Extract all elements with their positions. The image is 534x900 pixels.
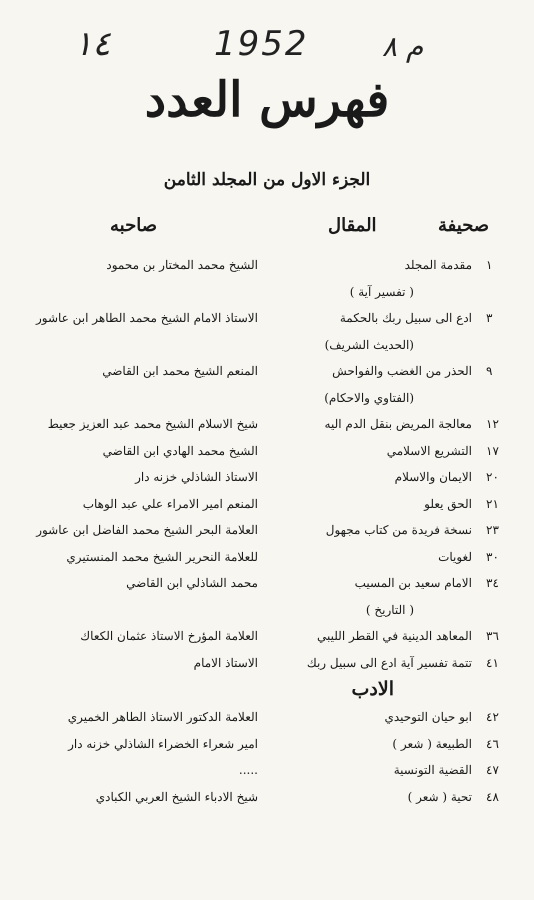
article-title: ( التاريخ ) — [365, 602, 414, 617]
article-title: لغويات — [438, 549, 472, 564]
contents-row — [0, 334, 534, 361]
contents-row — [0, 652, 534, 679]
contents-row — [0, 440, 534, 467]
article-title: الايمان والاسلام — [394, 470, 472, 484]
article-title: تتمة تفسير آية ادع الى سبيل ربك — [306, 655, 472, 670]
article-author: شيخ الادباء الشيخ العربي الكبادي — [95, 789, 258, 804]
page-number: ٣٦ — [486, 629, 499, 643]
article-author: امير شعراء الخضراء الشاذلي خزنه دار — [68, 736, 258, 751]
page-number: ٤٧ — [486, 763, 499, 777]
article-title: مقدمة المجلد — [404, 258, 472, 272]
contents-row — [0, 706, 534, 733]
article-title: القضية التونسية — [393, 763, 472, 777]
contents-table — [0, 254, 534, 812]
page-number: ٤٨ — [486, 789, 499, 804]
article-title: الحذر من الغضب والفواحش — [332, 364, 472, 378]
page-number: ١ — [486, 258, 493, 272]
page-number: ٤٦ — [486, 736, 499, 751]
article-author: محمد الشاذلي ابن القاضي — [126, 576, 258, 590]
contents-row — [0, 546, 534, 573]
contents-row — [0, 387, 534, 414]
column-header-page: صحيفة — [438, 215, 490, 236]
handwritten-year: 1952 — [214, 24, 309, 64]
article-title: (الحديث الشريف) — [324, 337, 414, 352]
page-number: ٤٢ — [486, 710, 499, 724]
article-author: الشيخ محمد المختار بن محمود — [106, 258, 258, 272]
contents-row — [0, 625, 534, 652]
contents-row — [0, 307, 534, 334]
section-heading: الادب — [351, 678, 394, 700]
article-title: المعاهد الدينية في القطر الليبي — [316, 629, 472, 643]
article-title: ادع الى سبيل ربك بالحكمة — [339, 311, 472, 325]
article-author: الاستاذ الشاذلي خزنه دار — [135, 470, 258, 484]
page-number: ٢٠ — [486, 470, 499, 484]
section-heading-row — [0, 678, 534, 706]
page-number: ١٧ — [486, 443, 499, 458]
handwritten-issue-number: ١٤ — [74, 24, 111, 64]
article-author: المنعم امير الامراء علي عبد الوهاب — [82, 496, 258, 511]
contents-row — [0, 493, 534, 520]
column-header-article: المقال — [328, 215, 377, 236]
article-author: العلامة الدكتور الاستاذ الطاهر الخميري — [67, 710, 258, 724]
article-title: الطبيعة ( شعر ) — [392, 736, 472, 751]
contents-row — [0, 281, 534, 308]
article-author: ..... — [238, 763, 258, 777]
article-title: تحية ( شعر ) — [407, 789, 472, 804]
contents-row — [0, 466, 534, 493]
contents-row — [0, 254, 534, 281]
article-author: الاستاذ الامام — [193, 655, 258, 670]
article-title: ابو حيان التوحيدي — [384, 710, 472, 724]
page-number: ١٢ — [486, 417, 499, 431]
article-title: التشريع الاسلامي — [386, 443, 472, 458]
contents-row — [0, 733, 534, 760]
page-number: ٩ — [486, 364, 493, 378]
contents-row — [0, 413, 534, 440]
article-title: الامام سعيد بن المسيب — [354, 576, 472, 590]
article-title: الحق يعلو — [424, 496, 472, 511]
column-header-author: صاحبه — [110, 215, 157, 236]
contents-row — [0, 786, 534, 813]
article-author: شيخ الاسلام الشيخ محمد عبد العزيز جعيط — [47, 417, 258, 431]
contents-row — [0, 519, 534, 546]
article-title: (الفتاوي والاحكام) — [324, 390, 414, 405]
page-number: ٣ — [486, 311, 493, 325]
article-title: نسخة فريدة من كتاب مجهول — [325, 523, 472, 537]
page-subtitle: الجزء الاول من المجلد الثامن — [163, 170, 371, 190]
contents-row — [0, 572, 534, 599]
article-author: الاستاذ الامام الشيخ محمد الطاهر ابن عاشور — [35, 311, 258, 325]
article-author: الشيخ محمد الهادي ابن القاضي — [102, 443, 258, 458]
contents-row — [0, 599, 534, 626]
contents-row — [0, 360, 534, 387]
article-title: معالجة المريض بنقل الدم اليه — [324, 417, 472, 431]
article-author: للعلامة النحرير الشيخ محمد المنستيري — [66, 549, 258, 564]
article-title: ( تفسير آية ) — [349, 284, 414, 299]
article-author: المنعم الشيخ محمد ابن القاضي — [102, 364, 258, 378]
page-number: ٢١ — [486, 496, 499, 511]
page-number: ٢٣ — [486, 523, 499, 537]
contents-row — [0, 759, 534, 786]
page-number: ٣٠ — [486, 549, 499, 564]
article-author: العلامة المؤرخ الاستاذ عثمان الكعاك — [80, 629, 258, 643]
handwritten-volume: م ٨ — [382, 30, 424, 63]
page-title: فهرس العدد — [144, 72, 390, 128]
article-author: العلامة البحر الشيخ محمد الفاضل ابن عاشور — [36, 523, 258, 537]
page-number: ٣٤ — [486, 576, 499, 590]
page-number: ٤١ — [486, 655, 499, 670]
